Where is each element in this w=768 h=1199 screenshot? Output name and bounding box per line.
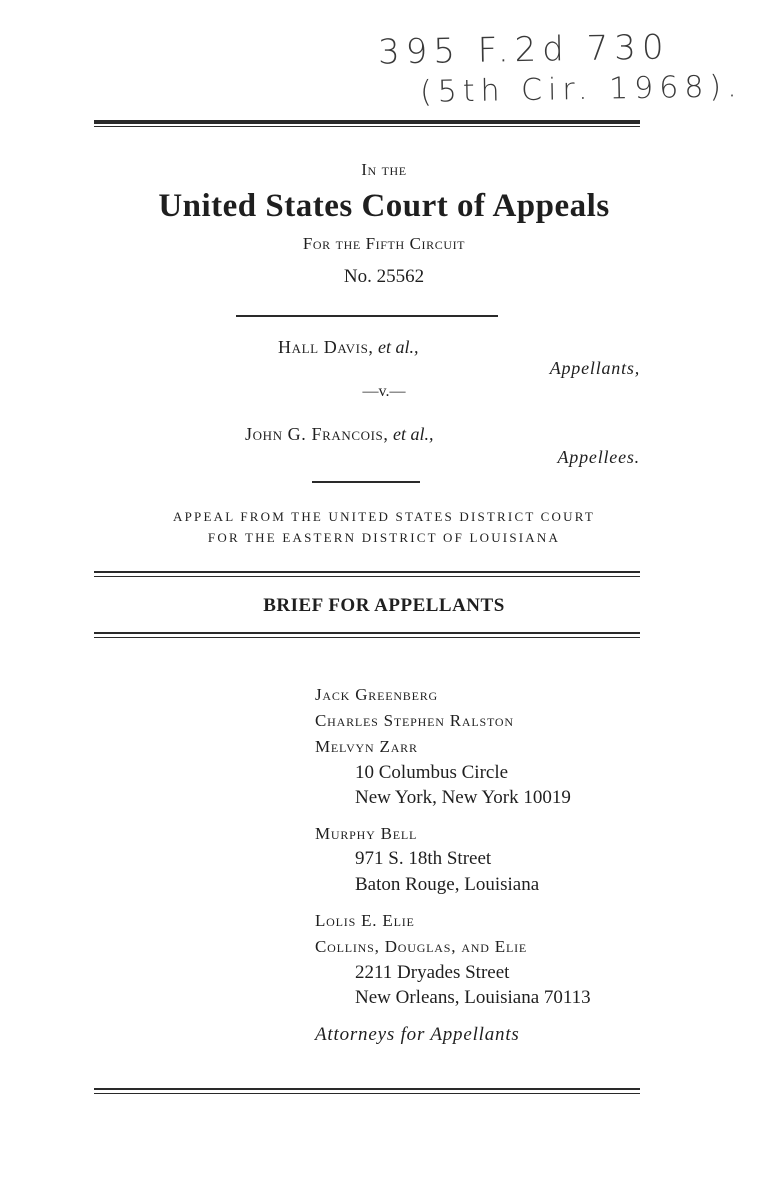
appellee-etal: et al.,: [392, 424, 434, 444]
handwritten-citation-line1: 395 F.2d 730: [377, 27, 670, 73]
appellee-party: [245, 424, 433, 445]
top-rule: [94, 120, 640, 124]
attorney-name: Collins, Douglas, and Elie: [315, 937, 528, 956]
attorney-address: 971 S. 18th Street: [355, 848, 492, 869]
title-rule-bottom-2: [94, 637, 640, 638]
attorney-name: Melvyn Zarr: [315, 737, 418, 756]
header-divider: [236, 315, 498, 317]
title-rule-top-2: [94, 576, 640, 577]
title-rule-top-1: [94, 571, 640, 573]
in-the-label: In the: [361, 160, 407, 179]
appellant-etal: et al.,: [378, 337, 419, 357]
versus-label: —v.—: [362, 383, 406, 400]
attorneys-footer: Attorneys for Appellants: [315, 1024, 520, 1045]
attorney-address: Baton Rouge, Louisiana: [355, 874, 540, 895]
top-rule-thin: [94, 126, 640, 127]
appellee-name: John G. Francois,: [245, 424, 389, 444]
appeal-line-2: FOR THE EASTERN DISTRICT OF LOUISIANA: [207, 530, 561, 545]
parties-divider: [312, 481, 420, 483]
appellant-party: [278, 337, 419, 358]
docket-number: No. 25562: [343, 266, 425, 287]
appellee-role: Appellees.: [557, 447, 640, 467]
attorney-address: 2211 Dryades Street: [355, 962, 510, 983]
attorney-address: New York, New York 10019: [355, 787, 571, 808]
circuit-label: For the Fifth Circuit: [302, 234, 466, 253]
appeal-line-1: APPEAL FROM THE UNITED STATES DISTRICT COURT: [173, 509, 595, 524]
attorney-name: Murphy Bell: [315, 824, 418, 843]
title-rule-bottom-1: [94, 632, 640, 634]
appellant-role: Appellants,: [549, 358, 640, 378]
court-name: United States Court of Appeals: [158, 188, 610, 224]
attorney-address: 10 Columbus Circle: [355, 762, 509, 783]
attorney-name: Lolis E. Elie: [315, 911, 415, 930]
handwritten-citation-line2: (5th Cir. 1968).: [419, 69, 743, 110]
attorney-name: Jack Greenberg: [315, 685, 439, 704]
brief-title: BRIEF FOR APPELLANTS: [263, 595, 505, 616]
attorney-address: New Orleans, Louisiana 70113: [355, 987, 591, 1008]
bottom-rule-thin: [94, 1093, 640, 1094]
appellant-name: Hall Davis,: [278, 337, 374, 357]
attorney-name: Charles Stephen Ralston: [315, 711, 514, 730]
bottom-rule: [94, 1088, 640, 1090]
